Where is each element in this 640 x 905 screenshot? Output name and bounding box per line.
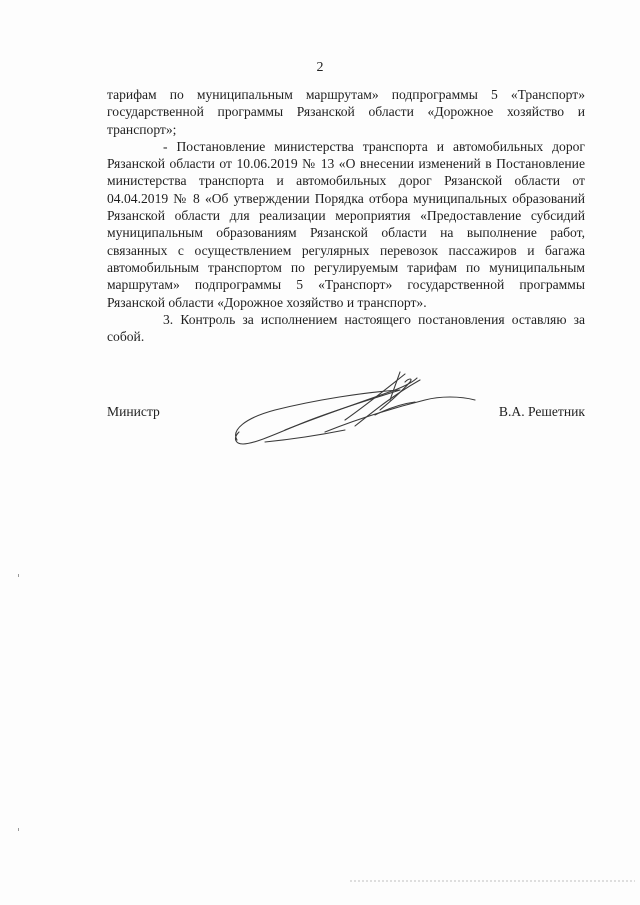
signatory-name: В.А. Решетник [498,404,585,419]
paragraph-resolution-reference: - Постановление министерства транспорта и автомобильных дорог Рязанской области от 10.06.2019 № 13 «О внесении изменений в Постановление министерства транспорта и автомобильных дорог Рязанской области от 04.04.2019 № 8 «Об утверждении Порядка отбора муниципальных образований Рязанской области для реализации мероприятия «Предоставление субсидий муниципальным образованиям Рязанской области на выполнение работ, связанных с осуществлением регулярных перевозок пассажиров и багажа автомобильным транспортом по регулируемым тарифам по муниципальным маршрутам» подпрограммы 5 «Транспорт» государственной программы Рязанской области «Дорожное хозяйство и транспорт». [107,138,585,310]
document-body [107,86,585,345]
scan-mark [18,574,19,577]
paragraph-control-clause: 3. Контроль за исполнением настоящего постановления оставляю за собой. [107,311,585,345]
page-number: 2 [316,60,324,75]
scan-mark [18,828,19,831]
paragraph-continuation: тарифам по муниципальным маршрутам» подпрограммы 5 «Транспорт» государственной программы Рязанской области «Дорожное хозяйство и транспорт»; [107,87,585,137]
scan-edge-line [350,880,635,882]
handwritten-signature [225,360,485,460]
signatory-role: Министр [107,404,160,419]
